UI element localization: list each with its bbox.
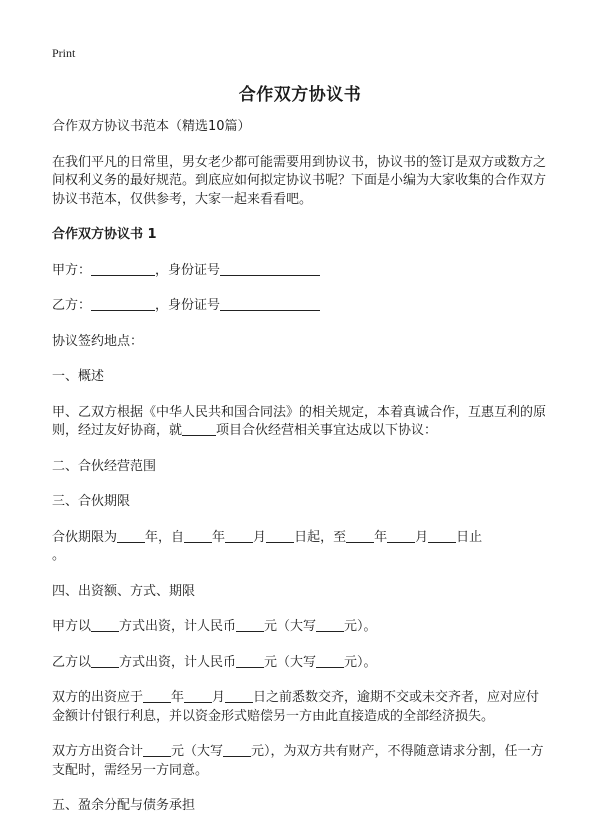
capital-text: 双方的出资应于	[52, 690, 144, 705]
blank-field	[184, 690, 212, 703]
party-a-label: 甲方：	[52, 262, 92, 278]
capital-text: 元（大写	[171, 744, 224, 759]
blank-field	[117, 530, 145, 543]
capital-text: 甲方以	[52, 619, 92, 634]
term-text: 。	[52, 548, 66, 563]
party-b-id-label: ，身份证号	[155, 298, 221, 313]
blank-field	[236, 655, 264, 668]
blank-field	[266, 530, 294, 543]
print-link[interactable]: Print	[52, 46, 76, 60]
blank-field	[225, 690, 253, 703]
capital-text: 方式出资，计人民币	[119, 654, 237, 670]
document-title: 合作双方协议书	[238, 85, 362, 105]
overview-text-a: 甲、乙双方根据《中华人民共和国合同法》的相关规定，本着真诚合作，互惠互利的原则，经过友好协商，就	[52, 404, 547, 438]
term-paragraph	[52, 529, 552, 566]
term-heading: 三、合伙期限	[52, 494, 131, 509]
blank-field	[236, 619, 264, 632]
capital-total-paragraph	[52, 743, 552, 780]
intro-paragraph: 在我们平凡的日常里，男女老少都可能需要用到协议书，协议书的签订是双方或数方之间权利义务的最好规范。到底应如何拟定协议书呢？下面是小编为大家收集的合作双方协议书范本，仅供参考，大家一起来看看吧。	[52, 154, 547, 207]
profit-heading: 五、盈余分配与债务承担	[52, 798, 196, 813]
capital-text: 月	[212, 690, 226, 705]
party-a-id-label: ，身份证号	[155, 262, 221, 278]
capital-text: 乙方以	[52, 654, 92, 670]
capital-text: 元）。	[344, 619, 377, 634]
term-text: 年，自	[145, 529, 185, 545]
capital-text: 日之前悉数交齐，逾期不交或未交齐者，应对应付金额计付银行利息，并以资金形式赔偿另一方由此直接造成的全部经济损失。	[52, 690, 540, 724]
capital-party-a	[52, 618, 552, 637]
blank-field	[91, 655, 119, 668]
capital-text: 元）。	[344, 654, 377, 670]
blank-field	[225, 530, 253, 543]
term-text: 月	[415, 529, 429, 545]
party-b-label: 乙方：	[52, 298, 92, 313]
overview-paragraph	[52, 404, 552, 441]
term-text: 合伙期限为	[52, 529, 118, 545]
blank-field	[346, 530, 374, 543]
capital-text: 方式出资，计人民币	[119, 619, 237, 634]
capital-due-paragraph	[52, 689, 552, 726]
signing-place: 协议签约地点：	[52, 333, 144, 349]
capital-text: 元（大写	[264, 654, 317, 670]
document-body	[52, 118, 552, 833]
term-text: 日止	[456, 529, 483, 545]
term-text: 日起，至	[294, 529, 347, 545]
blank-field	[223, 744, 251, 757]
capital-heading: 四、出资额、方式、期限	[52, 583, 196, 599]
term-text: 月	[253, 529, 267, 545]
blank-field	[91, 263, 155, 276]
blank-field	[182, 423, 216, 436]
blank-field	[91, 619, 119, 632]
blank-field	[316, 619, 344, 632]
capital-text: 年	[171, 690, 185, 705]
capital-party-b	[52, 654, 552, 673]
capital-text: 双方方出资合计	[52, 744, 144, 759]
overview-text-b: 项目合伙经营相关事宜达成以下协议：	[216, 423, 438, 438]
capital-text: 元），为双方共有财产，不得随意请求分割，任一方支配时，需经另一方同意。	[52, 744, 544, 778]
blank-field	[220, 263, 320, 276]
term-text: 年	[374, 529, 388, 545]
blank-field	[143, 690, 171, 703]
term-text: 年	[212, 529, 226, 545]
overview-heading: 一、概述	[52, 369, 105, 384]
blank-field	[91, 298, 155, 311]
blank-field	[184, 530, 212, 543]
blank-field	[428, 530, 456, 543]
party-b-line	[52, 297, 552, 316]
scope-heading: 二、合伙经营范围	[52, 458, 157, 474]
section-heading-1: 合作双方协议书 1	[52, 227, 157, 242]
blank-field	[143, 744, 171, 757]
blank-field	[220, 298, 320, 311]
party-a-line	[52, 262, 552, 281]
blank-field	[387, 530, 415, 543]
capital-text: 元（大写	[264, 619, 317, 634]
blank-field	[316, 655, 344, 668]
document-subtitle: 合作双方协议书范本（精选10篇）	[52, 119, 251, 134]
